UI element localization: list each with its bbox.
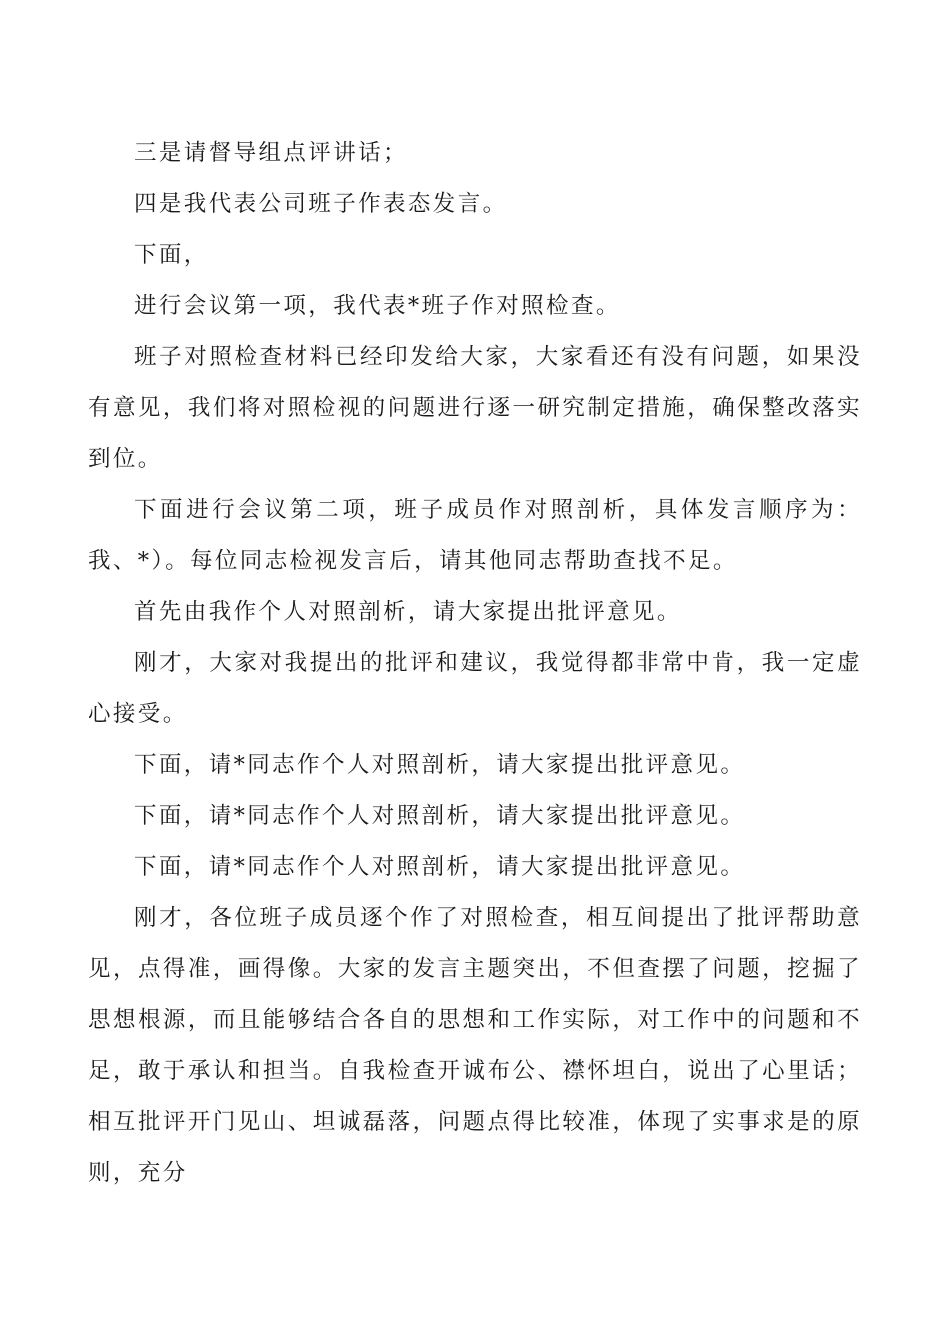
paragraph: 下面，请*同志作个人对照剖析，请大家提出批评意见。 — [134, 854, 746, 880]
paragraph: 下面，请*同志作个人对照剖析，请大家提出批评意见。 — [134, 803, 746, 829]
paragraph: 刚才，各位班子成员逐个作了对照检查，相互间提出了批评帮助意见，点得准，画得像。大家的发言主题突出，不但查摆了问题，挖掘了思想根源，而且能够结合各自的思想和工作实际，对工作中的问题和不足，敢于承认和担当。自我检查开诚布公、襟怀坦白，说出了心里话；相互批评开门见山、坦诚磊落，问题点得比较准，体现了实事求是的原则，充分 — [88, 905, 862, 1186]
paragraph: 下面，请*同志作个人对照剖析，请大家提出批评意见。 — [134, 752, 746, 778]
paragraph: 三是请督导组点评讲话； — [134, 140, 408, 166]
paragraph: 刚才，大家对我提出的批评和建议，我觉得都非常中肯，我一定虚心接受。 — [88, 650, 862, 727]
paragraph: 下面， — [134, 242, 209, 268]
paragraph: 四是我代表公司班子作表态发言。 — [134, 191, 508, 217]
paragraph: 下面进行会议第二项，班子成员作对照剖析，具体发言顺序为：我、*）。每位同志检视发言后，请其他同志帮助查找不足。 — [88, 497, 862, 574]
paragraph: 班子对照检查材料已经印发给大家，大家看还有没有问题，如果没有意见，我们将对照检视的问题进行逐一研究制定措施，确保整改落实到位。 — [88, 344, 862, 472]
paragraph: 首先由我作个人对照剖析，请大家提出批评意见。 — [134, 599, 682, 625]
paragraph: 进行会议第一项，我代表*班子作对照检查。 — [134, 293, 621, 319]
document-body — [88, 128, 862, 1199]
